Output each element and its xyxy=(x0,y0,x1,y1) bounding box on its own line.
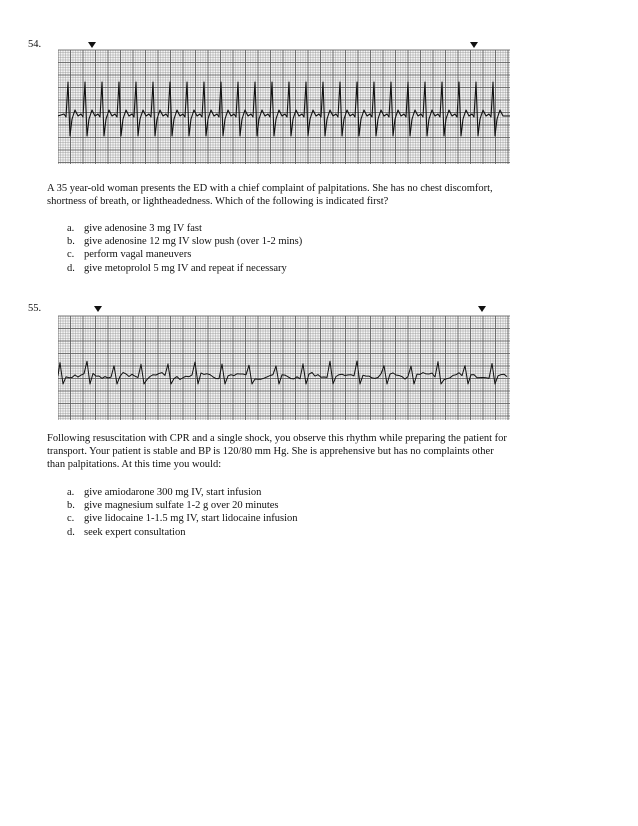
ecg-grid-paper xyxy=(58,50,510,164)
option-a[interactable]: a. give amiodarone 300 mg IV, start infusion xyxy=(67,487,262,498)
option-c[interactable]: c. perform vagal maneuvers xyxy=(67,249,192,261)
stem-line: transport. Your patient is stable and BP is 120/80 mm Hg. She is apprehensive but has no complaints other xyxy=(47,446,494,458)
ecg-strip-54 xyxy=(58,40,510,164)
stem-line: shortness of breath, or lightheadedness. Which of the following is indicated first? xyxy=(47,196,389,208)
answer-options-55 xyxy=(67,486,298,539)
option-a[interactable]: a. give adenosine 3 mg IV fast xyxy=(67,223,202,234)
stem-line: Following resuscitation with CPR and a single shock, you observe this rhythm while preparing the patient for xyxy=(47,433,507,444)
option-c[interactable]: c. give lidocaine 1-1.5 mg IV, start lidocaine infusion xyxy=(67,513,298,525)
ecg-grid-paper xyxy=(58,316,510,420)
ecg-strip-55 xyxy=(58,304,510,420)
question-stem-55 xyxy=(47,432,567,472)
option-b[interactable]: b. give magnesium sulfate 1-2 g over 20 minutes xyxy=(67,500,279,512)
stem-line: A 35 year-old woman presents the ED with a chief complaint of palpitations. She has no chest discomfort, xyxy=(47,183,493,194)
question-number-54: 54. xyxy=(28,39,42,50)
ecg-rhythm-strip xyxy=(58,40,510,164)
stem-line: than palpitations. At this time you would: xyxy=(47,459,222,471)
option-d[interactable]: d. seek expert consultation xyxy=(67,526,186,538)
option-d[interactable]: d. give metoprolol 5 mg IV and repeat if necessary xyxy=(67,262,287,274)
ecg-rhythm-strip xyxy=(58,304,510,420)
option-b[interactable]: b. give adenosine 12 mg IV slow push (over 1-2 mins) xyxy=(67,236,303,248)
question-number-55: 55. xyxy=(28,303,42,314)
question-stem-54 xyxy=(47,182,567,208)
answer-options-54 xyxy=(67,222,302,275)
